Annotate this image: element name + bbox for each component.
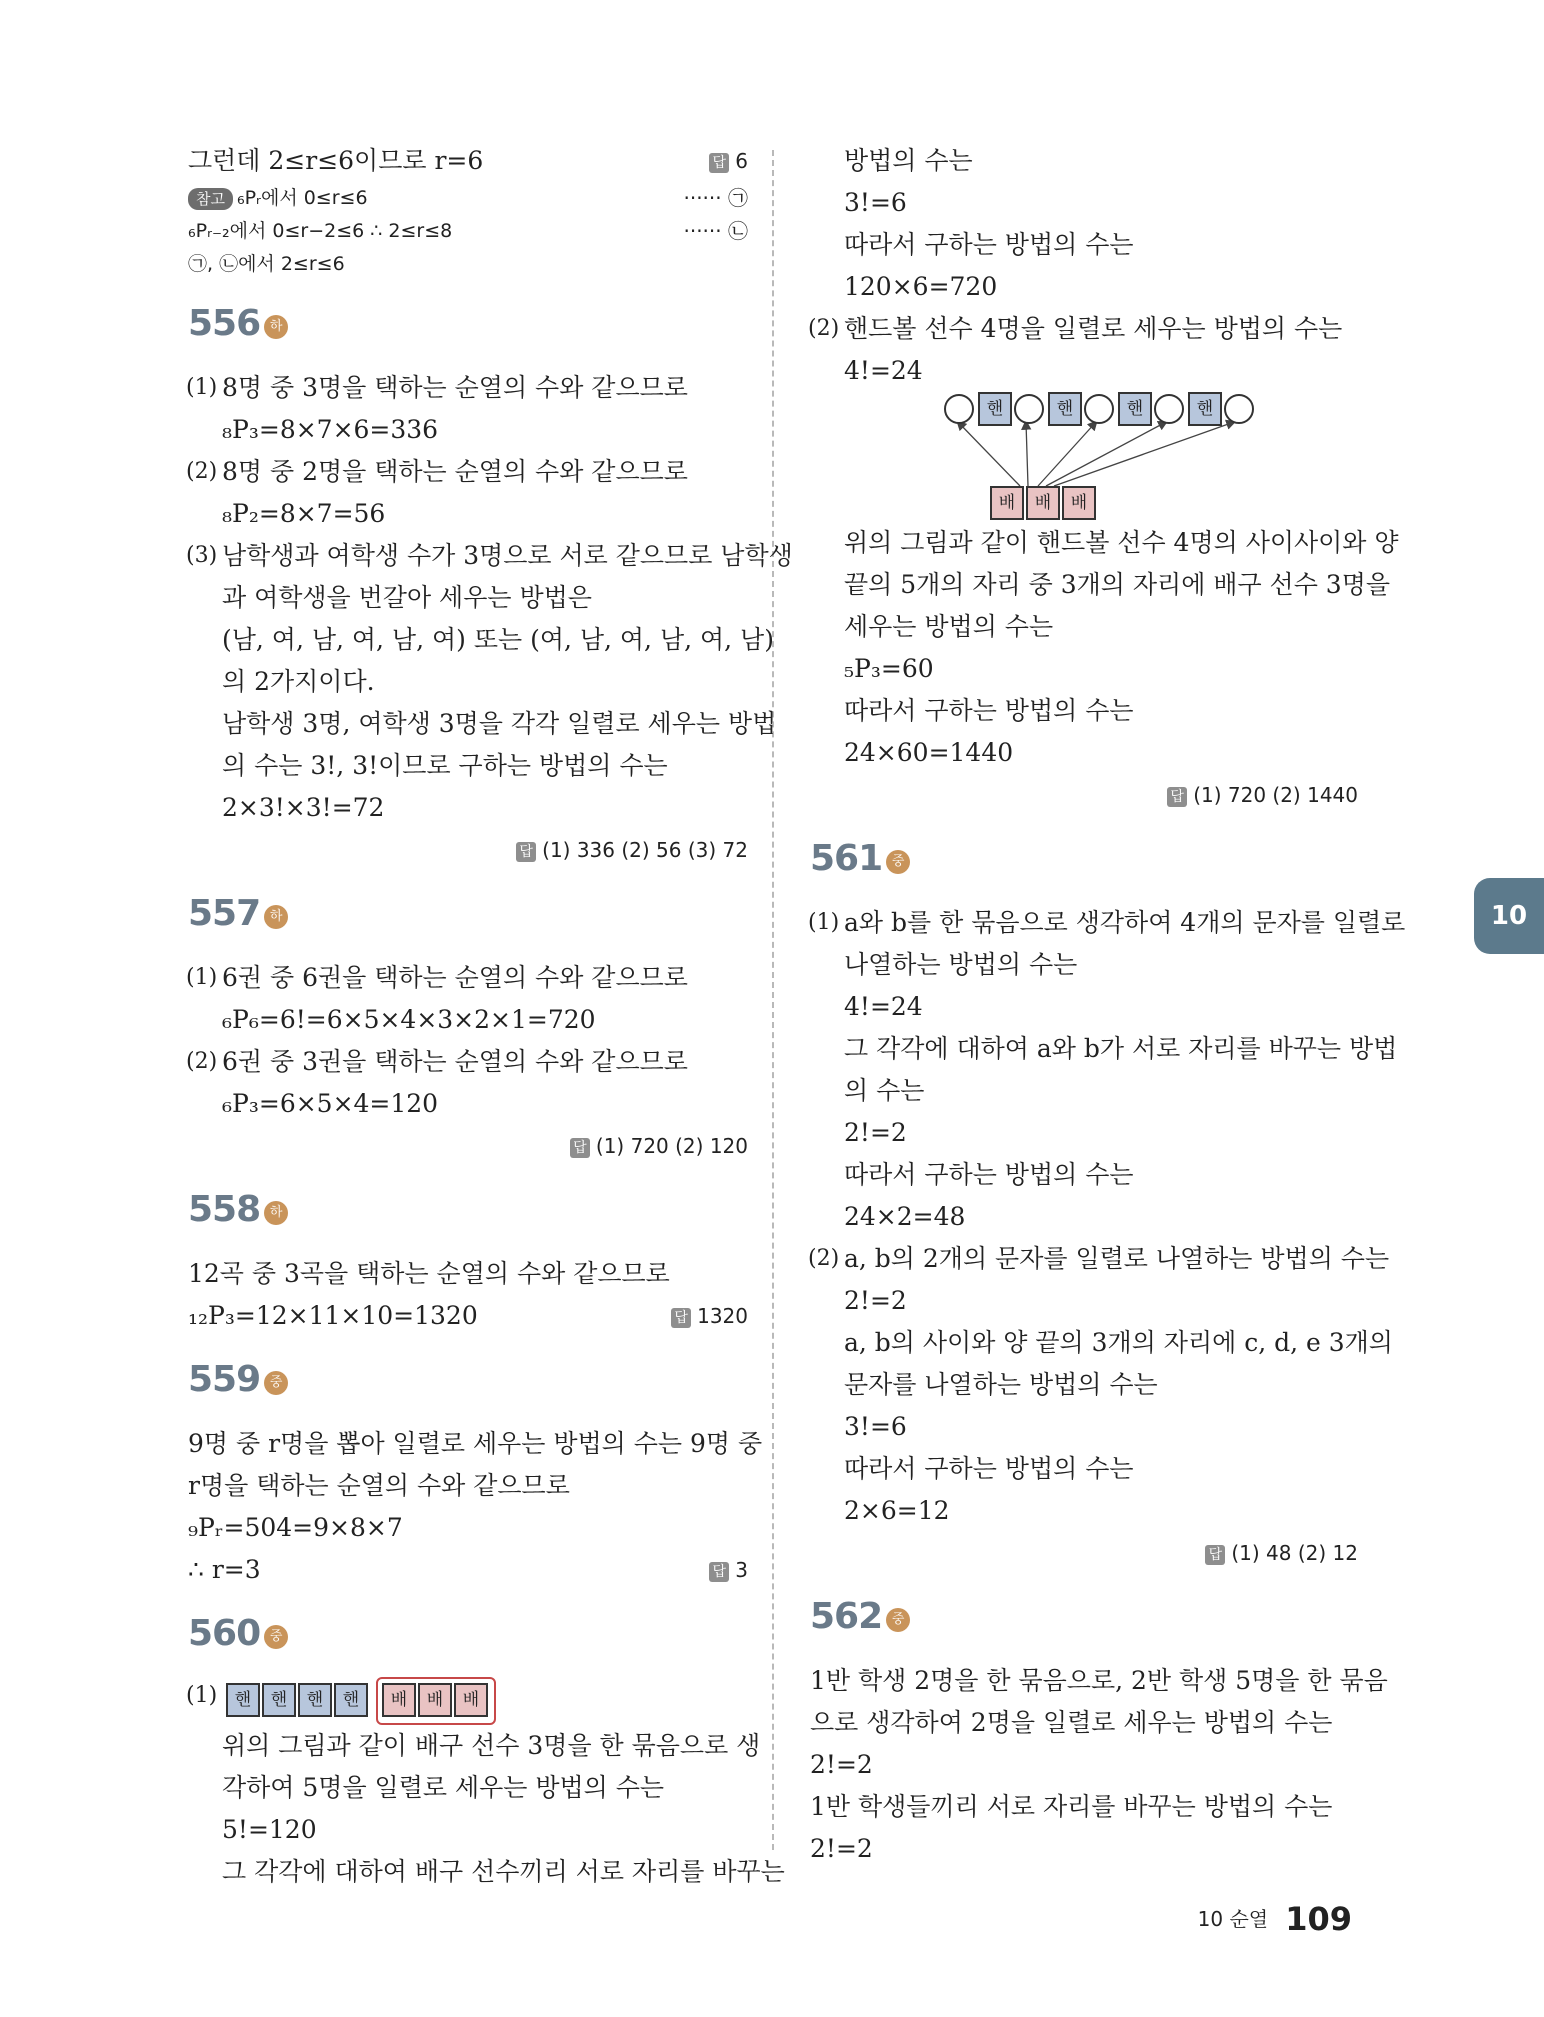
text-line	[810, 182, 1358, 224]
text: ₅P₃=60	[844, 654, 934, 683]
empty-seat-circle	[1154, 394, 1184, 424]
text-line	[188, 1423, 763, 1465]
text: 24×60=1440	[844, 738, 1014, 767]
problem-number: 556	[188, 303, 261, 344]
page-footer	[1198, 1900, 1352, 1938]
seating-diagram	[810, 392, 1358, 522]
difficulty-badge: 하	[264, 905, 288, 929]
answer-tag-icon: 답	[1205, 1545, 1225, 1565]
text-line	[810, 522, 1399, 564]
text: ₆Pᵣ₋₂에서 0≤r−2≤6 ∴ 2≤r≤8	[188, 220, 453, 242]
text-line	[810, 1028, 1398, 1070]
note-line	[188, 182, 748, 215]
answer-value: 1320	[697, 1304, 748, 1328]
text-line	[186, 535, 793, 577]
note-mark: ······ ㉠	[683, 186, 748, 210]
text: ₆Pᵣ에서 0≤r≤6	[236, 187, 368, 209]
empty-seat-circle	[1014, 394, 1044, 424]
text: 과 여학생을 번갈아 세우는 방법은	[222, 583, 592, 612]
item-number: (1)	[186, 1683, 218, 1708]
text: 따라서 구하는 방법의 수는	[844, 1160, 1134, 1189]
answer	[810, 1532, 1358, 1574]
text: 2!=2	[810, 1750, 873, 1779]
text: 8명 중 2명을 택하는 순열의 수와 같으므로	[222, 457, 688, 486]
text: 핸드볼 선수 4명을 일렬로 세우는 방법의 수는	[844, 314, 1343, 343]
answer-value: (1) 336 (2) 56 (3) 72	[542, 838, 748, 862]
handball-block: 핸	[1048, 392, 1082, 426]
text-line	[188, 1253, 748, 1295]
text-line	[810, 606, 1358, 648]
handball-block: 핸	[978, 392, 1012, 426]
text-line	[810, 1280, 1358, 1322]
difficulty-badge: 하	[264, 1201, 288, 1225]
empty-seat-circle	[1224, 394, 1254, 424]
answer	[709, 140, 748, 182]
text: ₆P₆=6!=6×5×4×3×2×1=720	[222, 1005, 596, 1034]
item-number: (2)	[808, 1246, 840, 1271]
text: 의 수는 3!, 3!이므로 구하는 방법의 수는	[222, 751, 668, 780]
text: 의 수는	[844, 1076, 925, 1105]
chapter-side-tab: 10	[1474, 878, 1544, 954]
text: 1반 학생 2명을 한 묶음으로, 2반 학생 5명을 한 묶음	[810, 1666, 1388, 1695]
text-line	[188, 619, 774, 661]
text: 6권 중 3권을 택하는 순열의 수와 같으므로	[222, 1047, 688, 1076]
item-number: (2)	[808, 316, 840, 341]
text-line	[188, 1041, 748, 1083]
item-number: (2)	[186, 459, 218, 484]
note-line	[188, 248, 748, 281]
text: 따라서 구하는 방법의 수는	[844, 696, 1134, 725]
volleyball-block: 배	[1026, 486, 1060, 520]
text: 8명 중 3명을 택하는 순열의 수와 같으므로	[222, 373, 688, 402]
text: 각하여 5명을 일렬로 세우는 방법의 수는	[222, 1773, 665, 1802]
answer-value: 3	[735, 1558, 748, 1582]
answer-tag-icon: 답	[709, 153, 729, 173]
text: ₈P₃=8×7×6=336	[222, 415, 439, 444]
text-line	[810, 564, 1390, 606]
text-line	[810, 732, 1358, 774]
text: 24×2=48	[844, 1202, 966, 1231]
text: ㉠, ㉡에서 2≤r≤6	[188, 253, 345, 275]
handball-block: 핸	[334, 1683, 368, 1717]
text: 위의 그림과 같이 배구 선수 3명을 한 묶음으로 생	[222, 1731, 761, 1760]
text-line	[188, 999, 748, 1041]
text: 120×6=720	[844, 272, 998, 301]
difficulty-badge: 중	[264, 1625, 288, 1649]
volleyball-block: 배	[418, 1683, 452, 1717]
page-number: 109	[1285, 1900, 1352, 1938]
problem-number: 562	[810, 1596, 883, 1637]
text-line	[810, 1660, 1388, 1702]
difficulty-badge: 하	[264, 315, 288, 339]
answer	[810, 774, 1358, 816]
text-line	[810, 224, 1358, 266]
text-line	[188, 1549, 748, 1591]
text-line	[810, 986, 1358, 1028]
answer-tag-icon: 답	[516, 842, 536, 862]
text: 6권 중 6권을 택하는 순열의 수와 같으므로	[222, 963, 688, 992]
text-line	[188, 1465, 748, 1507]
text-line	[810, 1786, 1358, 1828]
text: 그 각각에 대하여 a와 b가 서로 자리를 바꾸는 방법	[844, 1034, 1398, 1063]
text: 세우는 방법의 수는	[844, 612, 1054, 641]
text-line	[188, 1725, 761, 1767]
text: 따라서 구하는 방법의 수는	[844, 230, 1134, 259]
text-line	[810, 648, 1358, 690]
text-line	[188, 451, 748, 493]
text-line	[188, 1767, 748, 1809]
text: 3!=6	[844, 1412, 907, 1441]
item-number: (2)	[186, 1049, 218, 1074]
text-line	[188, 493, 748, 535]
handball-block: 핸	[298, 1683, 332, 1717]
answer	[709, 1549, 748, 1591]
text-line	[810, 690, 1358, 732]
text: 남학생 3명, 여학생 3명을 각각 일렬로 세우는 방법	[222, 709, 777, 738]
note-mark: ······ ㉡	[683, 219, 748, 243]
text: 끝의 5개의 자리 중 3개의 자리에 배구 선수 3명을	[844, 570, 1390, 599]
text-line	[810, 1490, 1358, 1532]
text-line	[810, 1828, 1358, 1870]
text: 위의 그림과 같이 핸드볼 선수 4명의 사이사이와 양	[844, 528, 1399, 557]
text-line	[810, 1744, 1358, 1786]
text-line	[188, 703, 777, 745]
empty-seat-circle	[1084, 394, 1114, 424]
text: a, b의 2개의 문자를 일렬로 나열하는 방법의 수는	[844, 1244, 1390, 1273]
text-line	[808, 902, 1406, 944]
text-line	[188, 577, 748, 619]
note-label: 참고	[188, 188, 233, 210]
text: 2!=2	[844, 1118, 907, 1147]
text-line	[810, 944, 1358, 986]
text: 2!=2	[810, 1834, 873, 1863]
text: 2!=2	[844, 1286, 907, 1315]
text-line	[810, 308, 1358, 350]
answer-value: (1) 720 (2) 1440	[1193, 783, 1358, 807]
handball-block: 핸	[1118, 392, 1152, 426]
text: 5!=120	[222, 1815, 317, 1844]
difficulty-badge: 중	[886, 1608, 910, 1632]
text-line	[188, 787, 748, 829]
text: 남학생과 여학생 수가 3명으로 서로 같으므로 남학생	[222, 541, 793, 570]
text: 3!=6	[844, 188, 907, 217]
chapter-title: 10 순열	[1197, 1907, 1269, 1931]
handball-block: 핸	[1188, 392, 1222, 426]
problem-number: 560	[188, 1613, 261, 1654]
answer	[671, 1295, 748, 1337]
problem-header-557	[188, 893, 748, 957]
text: ₉Pᵣ=504=9×8×7	[188, 1513, 403, 1542]
answer-value: 6	[735, 149, 748, 173]
text: 4!=24	[844, 356, 923, 385]
handball-block: 핸	[262, 1683, 296, 1717]
handball-block: 핸	[226, 1683, 260, 1717]
text: r명을 택하는 순열의 수와 같으므로	[188, 1471, 570, 1500]
text-line	[188, 1809, 748, 1851]
text-line	[808, 1238, 1390, 1280]
text-line	[188, 367, 748, 409]
text: 문자를 나열하는 방법의 수는	[844, 1370, 1158, 1399]
problem-number: 559	[188, 1359, 261, 1400]
answer-tag-icon: 답	[570, 1138, 590, 1158]
problem-header-558	[188, 1189, 748, 1253]
text: ∴ r=3	[188, 1555, 261, 1584]
text: 의 2가지이다.	[222, 667, 375, 696]
text-line	[810, 140, 1358, 182]
answer-value: (1) 720 (2) 120	[595, 1134, 748, 1158]
text: 으로 생각하여 2명을 일렬로 세우는 방법의 수는	[810, 1708, 1333, 1737]
answer	[188, 829, 748, 871]
text: 그런데 2≤r≤6이므로 r=6	[188, 146, 484, 175]
answer	[188, 1125, 748, 1167]
difficulty-badge: 중	[264, 1371, 288, 1395]
text: a와 b를 한 묶음으로 생각하여 4개의 문자를 일렬로	[844, 908, 1406, 937]
text-line	[810, 1322, 1393, 1364]
answer-value: (1) 48 (2) 12	[1231, 1541, 1358, 1565]
text-line	[188, 957, 748, 999]
text-line	[188, 409, 748, 451]
problem-header-562	[810, 1596, 1358, 1660]
block-row	[188, 1677, 748, 1725]
text-line	[188, 1295, 748, 1337]
text: 2×6=12	[844, 1496, 950, 1525]
problem-number: 561	[810, 838, 883, 879]
text-line	[188, 1083, 748, 1125]
text-line	[810, 1112, 1358, 1154]
text-line	[188, 745, 748, 787]
difficulty-badge: 중	[886, 850, 910, 874]
text: 9명 중 r명을 뽑아 일렬로 세우는 방법의 수는 9명 중	[188, 1429, 763, 1458]
note-line	[188, 215, 748, 248]
text-line	[188, 1851, 785, 1893]
volleyball-block: 배	[990, 486, 1024, 520]
volleyball-block: 배	[1062, 486, 1096, 520]
item-number: (1)	[186, 375, 218, 400]
problem-header-556	[188, 303, 748, 367]
text: (남, 여, 남, 여, 남, 여) 또는 (여, 남, 여, 남, 여, 남)	[222, 625, 774, 654]
answer-tag-icon: 답	[671, 1308, 691, 1328]
text: ₁₂P₃=12×11×10=1320	[188, 1301, 478, 1330]
column-divider	[772, 150, 774, 1850]
text-line	[810, 266, 1358, 308]
item-number: (1)	[186, 965, 218, 990]
text-line	[188, 140, 748, 182]
volleyball-block: 배	[454, 1683, 488, 1717]
text: 나열하는 방법의 수는	[844, 950, 1078, 979]
text-line	[810, 1196, 1358, 1238]
text-line	[810, 1702, 1358, 1744]
text: 방법의 수는	[844, 146, 973, 175]
text: 2×3!×3!=72	[222, 793, 385, 822]
item-number: (1)	[808, 910, 840, 935]
text-line	[810, 350, 1358, 392]
text: ₈P₂=8×7=56	[222, 499, 386, 528]
text-line	[188, 1507, 748, 1549]
text-line	[810, 1448, 1358, 1490]
problem-header-559	[188, 1359, 748, 1423]
empty-seat-circle	[944, 394, 974, 424]
problem-number: 557	[188, 893, 261, 934]
text-line	[188, 661, 748, 703]
text-line	[810, 1070, 1358, 1112]
text: 12곡 중 3곡을 택하는 순열의 수와 같으므로	[188, 1259, 670, 1288]
text: 그 각각에 대하여 배구 선수끼리 서로 자리를 바꾸는	[222, 1857, 785, 1886]
right-column	[808, 140, 1406, 1870]
text: 4!=24	[844, 992, 923, 1021]
left-column	[186, 140, 793, 1893]
text-line	[810, 1406, 1358, 1448]
problem-header-560	[188, 1613, 748, 1677]
problem-number: 558	[188, 1189, 261, 1230]
text-line	[810, 1154, 1358, 1196]
problem-header-561	[810, 838, 1358, 902]
answer-tag-icon: 답	[709, 1562, 729, 1582]
item-number: (3)	[186, 543, 218, 568]
answer-tag-icon: 답	[1167, 787, 1187, 807]
text: 따라서 구하는 방법의 수는	[844, 1454, 1134, 1483]
text: 1반 학생들끼리 서로 자리를 바꾸는 방법의 수는	[810, 1792, 1333, 1821]
text: a, b의 사이와 양 끝의 3개의 자리에 c, d, e 3개의	[844, 1328, 1393, 1357]
text-line	[810, 1364, 1358, 1406]
volleyball-block: 배	[382, 1683, 416, 1717]
text: ₆P₃=6×5×4=120	[222, 1089, 439, 1118]
